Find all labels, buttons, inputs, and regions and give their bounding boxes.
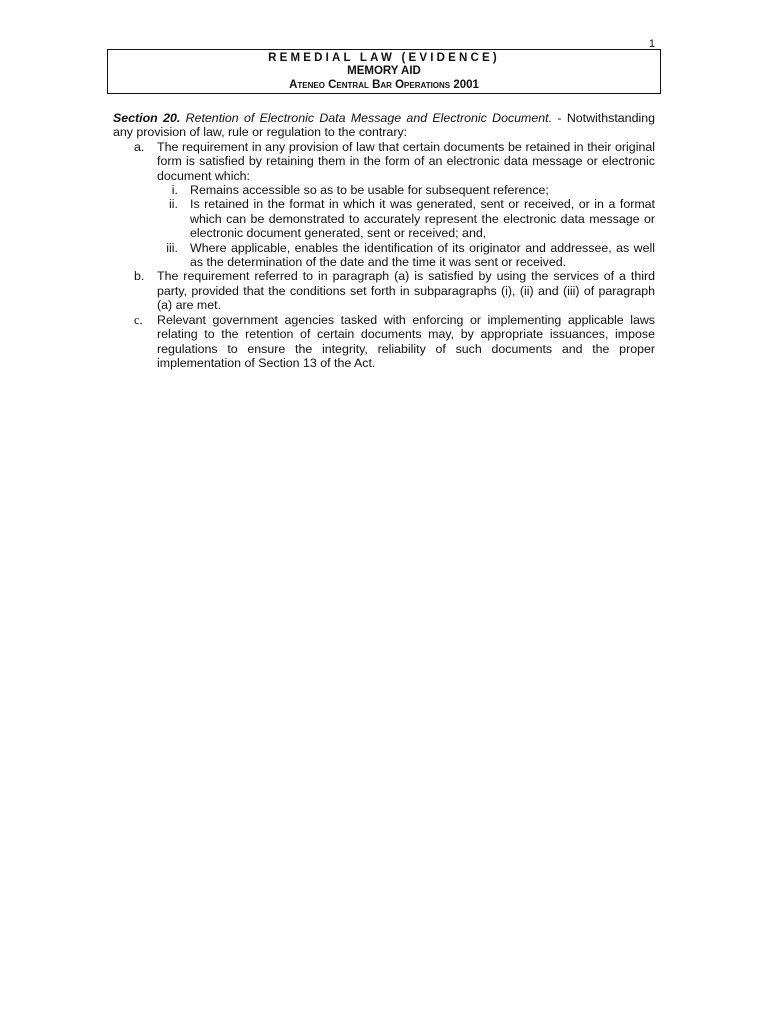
section-intro [113, 111, 655, 140]
sublist-marker: i. [171, 183, 178, 198]
list-item-text: The requirement in any provision of law that certain documents be retained in their original form is satisfied by retaining them in the form of an electronic data message or electronic document which: [157, 139, 655, 183]
list-item-text: Relevant government agencies tasked with enforcing or implementing applicable laws relating to the retention of certain documents may, by appropriate issuances, impose regulations to ensure the integrity, reliability of such documents and the proper implementation of Section 13 of the Act. [157, 312, 655, 370]
list-marker: b. [134, 269, 145, 284]
sublist-item-text: Remains accessible so as to be usable for subsequent reference; [190, 183, 549, 198]
page-number: 1 [648, 38, 655, 50]
list-item-a [113, 140, 655, 270]
sublist-item-i [157, 183, 655, 197]
list-marker: c. [134, 312, 143, 327]
sublist-marker: ii. [169, 197, 178, 212]
section-dash: - [552, 111, 562, 125]
sublist-item-ii [157, 197, 655, 240]
sublist-marker: iii. [166, 240, 178, 255]
section-title: Retention of Electronic Data Message and Electronic Document. [185, 111, 553, 125]
section-lead: Notwithstanding any provision of law, rule or regulation to the contrary: [113, 111, 655, 140]
sublist-item-iii [157, 241, 655, 270]
list-item-c [113, 313, 655, 371]
document-header [107, 49, 661, 94]
header-organization: Ateneo Central Bar Operations 2001 [289, 79, 479, 91]
sublist-item-text: Is retained in the format in which it was generated, sent or received, or in a format which can be demonstrated to accurately represent the electronic data message or electronic document generated, sent or received; and, [190, 197, 655, 241]
header-title: REMEDIAL LAW (EVIDENCE) [268, 52, 500, 64]
section-label: Section 20. [113, 111, 181, 125]
sublist-item-text: Where applicable, enables the identification of its originator and addressee, as well as the determination of the date and the time it was sent or received. [190, 240, 655, 270]
sublist [157, 183, 655, 269]
list-item-body [157, 140, 655, 270]
list-item-b [113, 269, 655, 312]
list-marker: a. [134, 139, 145, 154]
list-item-text: The requirement referred to in paragraph (a) is satisfied by using the services of a third party, provided that the conditions set forth in subparagraphs (i), (ii) and (iii) of paragraph (a) are met. [157, 269, 655, 313]
header-subtitle: MEMORY AID [347, 65, 421, 77]
section-content [113, 111, 655, 370]
